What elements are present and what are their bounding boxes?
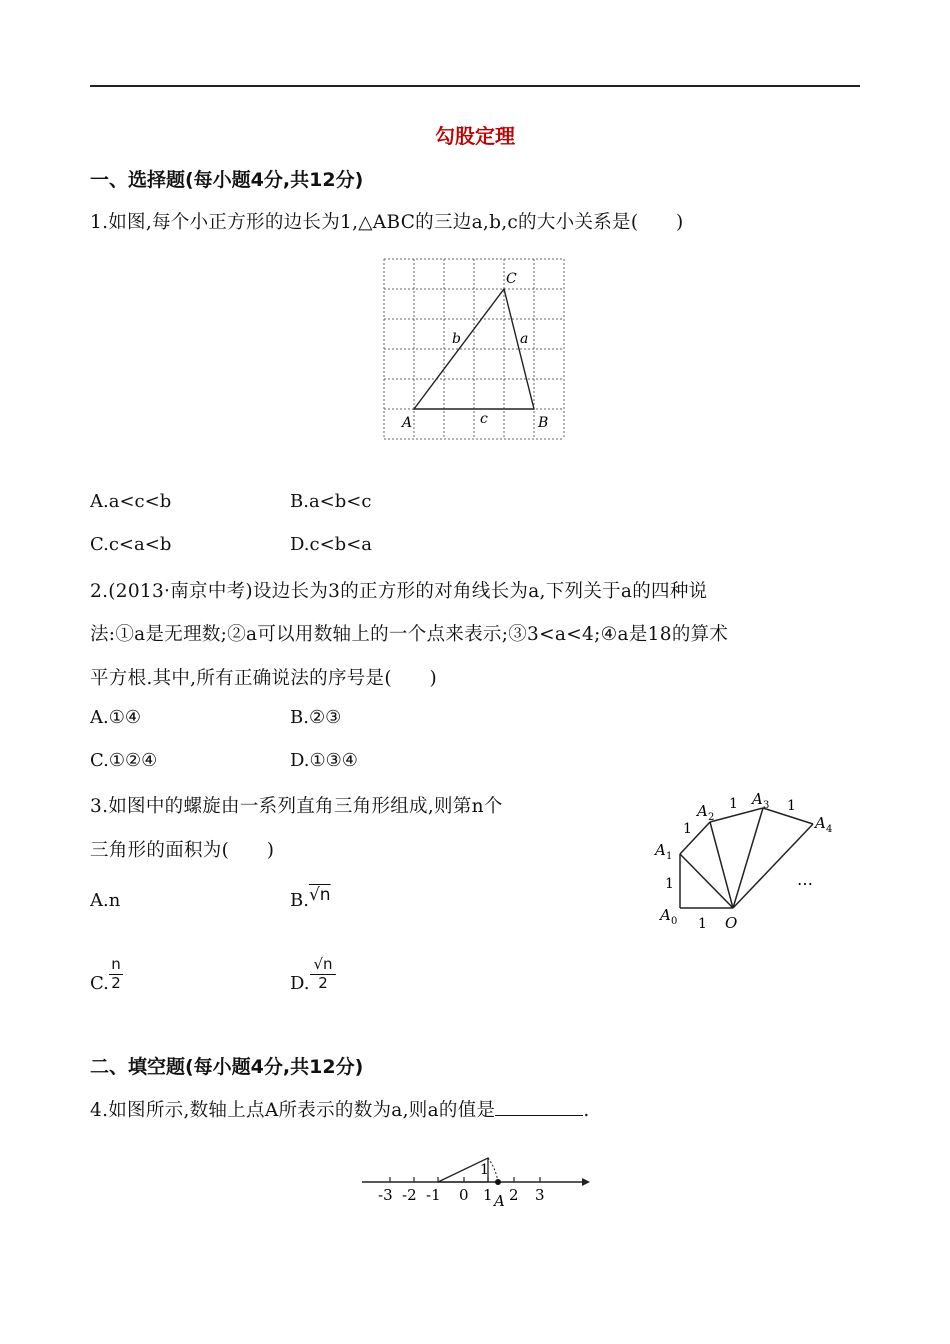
tick-label-3: 3 xyxy=(535,1186,545,1204)
label-a2: A xyxy=(697,802,708,820)
q2-option-d: D.①③④ xyxy=(290,750,358,771)
point-a-marker xyxy=(495,1179,501,1185)
question-4-period: . xyxy=(583,1100,590,1121)
header-rule xyxy=(90,85,860,87)
tick-label-1: 1 xyxy=(483,1186,493,1204)
q3-option-d-fraction xyxy=(310,956,336,992)
label-a3-sub: 3 xyxy=(763,800,770,811)
question-4-text: 4.如图所示,数轴上点A所表示的数为a,则a的值是 xyxy=(90,1100,496,1121)
page-title: 勾股定理 xyxy=(435,124,515,148)
question-3-line-1: 3.如图中的螺旋由一系列直角三角形组成,则第n个 xyxy=(90,796,503,817)
question-2-line-1: 2.(2013·南京中考)设边长为3的正方形的对角线长为a,下列关于a的四种说 xyxy=(90,581,708,602)
tick-label-2: 2 xyxy=(509,1186,519,1204)
q3-option-c-fraction xyxy=(109,956,123,992)
q3-option-a: A.n xyxy=(90,890,121,911)
label-a1: A xyxy=(655,841,666,859)
question-2-line-2: 法:①a是无理数;②a可以用数轴上的一个点来表示;③3<a<4;④a是18的算术 xyxy=(90,624,729,645)
vertex-b-label: B xyxy=(538,415,549,431)
label-a2-sub: 2 xyxy=(708,812,715,823)
tick-label-neg1: -1 xyxy=(426,1186,441,1204)
section-heading-fill-in: 二、填空题(每小题4分,共12分) xyxy=(90,1056,364,1078)
label-a4: A xyxy=(815,814,826,832)
question-4-stem xyxy=(90,1096,590,1122)
q3-option-c-prefix: C. xyxy=(90,973,109,994)
compass-arc xyxy=(488,1158,498,1182)
label-a3: A xyxy=(752,790,763,808)
label-side-a3-a4: 1 xyxy=(787,798,796,814)
q3-option-d-numerator: √n xyxy=(313,955,333,973)
q1-option-b: B.a<b<c xyxy=(290,491,372,512)
q1-option-a: A.a<c<b xyxy=(90,491,172,512)
label-side-a0-a1: 1 xyxy=(665,876,674,892)
tick-label-neg2: -2 xyxy=(402,1186,417,1204)
side-a-label: a xyxy=(520,331,529,347)
label-a0: A xyxy=(660,906,671,924)
q3-option-b-prefix: B. xyxy=(290,890,309,911)
label-a4-sub: 4 xyxy=(826,824,833,835)
label-side-a2-a3: 1 xyxy=(729,796,738,812)
answer-blank[interactable] xyxy=(495,1097,583,1116)
point-a-label: A xyxy=(494,1192,505,1210)
label-a0-sub: 0 xyxy=(671,916,678,927)
grid-lines xyxy=(384,259,564,439)
side-c-label: c xyxy=(480,411,488,427)
q3-option-d-prefix: D. xyxy=(290,973,310,994)
q3-spiral-figure xyxy=(645,780,850,940)
q1-option-c: C.c<a<b xyxy=(90,534,172,555)
q1-grid-triangle-figure xyxy=(380,255,570,445)
vertex-c-label: C xyxy=(506,271,517,287)
q3-option-b-sqrt-n: √n xyxy=(308,885,331,905)
q3-option-d-denominator: 2 xyxy=(310,974,336,992)
label-side-a0-o: 1 xyxy=(698,916,707,932)
label-a1-sub: 1 xyxy=(666,851,673,862)
side-b-label: b xyxy=(452,331,461,347)
question-1-stem: 1.如图,每个小正方形的边长为1,△ABC的三边a,b,c的大小关系是( ) xyxy=(90,212,684,233)
spiral-triangles xyxy=(680,808,813,908)
number-line-ticks xyxy=(390,1177,540,1182)
label-side-a1-a2: 1 xyxy=(683,821,692,837)
q2-option-a: A.①④ xyxy=(90,707,141,728)
q2-option-b: B.②③ xyxy=(290,707,342,728)
label-o: O xyxy=(725,914,738,932)
tick-label-0: 0 xyxy=(459,1186,469,1204)
question-3-line-2: 三角形的面积为( ) xyxy=(90,840,275,861)
vertex-a-label: A xyxy=(402,415,413,431)
q4-number-line-figure xyxy=(360,1150,590,1210)
tick-label-neg3: -3 xyxy=(378,1186,393,1204)
height-one-label: 1 xyxy=(480,1162,489,1178)
q3-option-c-denominator: 2 xyxy=(109,974,123,992)
question-2-line-3: 平方根.其中,所有正确说法的序号是( ) xyxy=(90,668,437,689)
number-line-arrow xyxy=(582,1178,590,1186)
q3-option-b xyxy=(290,885,331,911)
section-heading-choice: 一、选择题(每小题4分,共12分) xyxy=(90,169,364,191)
q3-option-c-numerator: n xyxy=(111,955,121,973)
q2-option-c: C.①②④ xyxy=(90,750,158,771)
continuation-dots: … xyxy=(797,870,813,889)
q1-option-d: D.c<b<a xyxy=(290,534,373,555)
